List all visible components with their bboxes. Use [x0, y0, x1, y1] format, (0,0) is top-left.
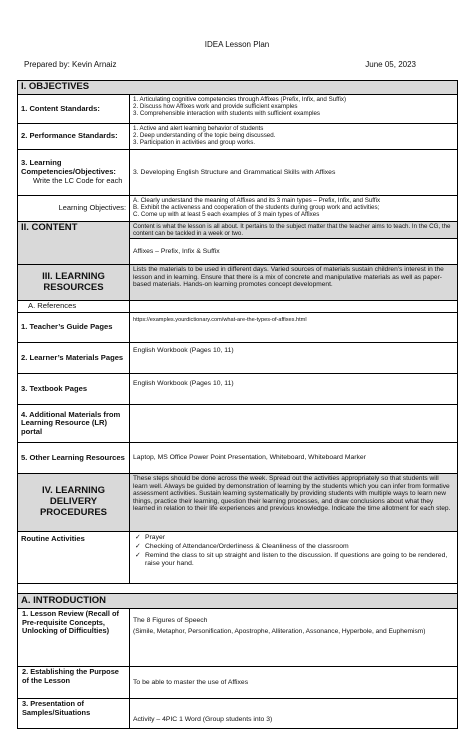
lesson-review-title: The 8 Figures of Speech — [133, 617, 208, 625]
purpose-label: 2. Establishing the Purpose of the Lesson — [18, 667, 130, 699]
procedures-heading: IV. LEARNING DELIVERY PROCEDURES — [18, 474, 130, 532]
presentation-label: 3. Presentation of Samples/Situations — [18, 699, 130, 729]
performance-standard-item: 1. Active and alert learning behavior of students — [133, 124, 264, 132]
competencies-label-cell — [18, 149, 130, 195]
content-standard-item: 1. Articulating cognitive competencies through Affixes (Prefix, Infix, and Suffix) — [133, 95, 347, 103]
references-label: A. References — [18, 301, 130, 313]
plan-date: June 05, 2023 — [365, 60, 416, 69]
performance-standard-item: 2. Deep understanding of the topic being discussed. — [133, 132, 276, 140]
performance-standards-cell — [130, 123, 458, 149]
routine-checklist — [133, 534, 454, 567]
textbook-pages-value: English Workbook (Pages 10, 11) — [130, 374, 458, 405]
learning-objective-item: A. Clearly understand the meaning of Affixes and its 3 main types – Prefix, Infix, and Suffix — [133, 196, 381, 204]
teachers-guide-link[interactable]: https://examples.yourdictionary.com/what-are-the-types-of-affixes.html — [130, 313, 458, 343]
performance-standards-label: 2. Performance Standards: — [18, 123, 130, 149]
additional-materials-value — [130, 405, 458, 443]
content-note: Content is what the lesson is all about. It pertains to the subject matter that the teacher aims to teach. In the CG, the content can be tackled in a week or two. — [130, 221, 458, 238]
routine-item: ✓ Checking of Attendance/Orderliness & Cleanliness of the classroom — [145, 543, 454, 551]
other-resources-label: 5. Other Learning Resources — [18, 443, 130, 474]
content-standard-item: 2. Discuss how Affixes work and provide sufficient examples — [133, 103, 298, 111]
introduction-heading: A. INTRODUCTION — [18, 594, 458, 609]
content-heading: II. CONTENT — [18, 221, 130, 264]
lesson-review-cell — [130, 609, 458, 667]
references-value — [130, 301, 458, 313]
objectives-heading: I. OBJECTIVES — [18, 81, 458, 95]
lesson-review-label: 1. Lesson Review (Recall of Pre-requisite Concepts, Unlocking of Difficulties) — [18, 609, 130, 667]
procedures-note: These steps should be done across the week. Spread out the activities appropriately so that students will learn well. Always be guided by demonstration of learning by the students which you can infer from formative assessment activities. Sustain learning systematically by providing students with multiple ways to learn new things, practice their learning, question their learning processes, and draw conclusions about what they learned in relation to their life experiences and previous knowledge. Indicate the time allotment for each step. — [130, 474, 458, 532]
lesson-review-detail: (Simile, Metaphor, Personification, Apostrophe, Alliteration, Assonance, Hyperbole, and Euphemism) — [133, 627, 426, 635]
resources-note: Lists the materials to be used in different days. Varied sources of materials sustain children’s interest in the lesson and in learning. Ensure that there is a mix of concrete and manipulative materials as well as paper-based materials. Hands-on learning promotes concept development. — [130, 265, 458, 301]
routine-activities-cell — [130, 532, 458, 584]
content-standard-item: 3. Comprehensible interaction with students with sufficient examples — [133, 110, 320, 118]
textbook-pages-label: 3. Textbook Pages — [18, 374, 130, 405]
competencies-note: Write the LC Code for each — [33, 175, 123, 185]
content-standards-label: 1. Content Standards: — [18, 94, 130, 123]
prepared-by: Prepared by: Kevin Arnaiz — [24, 60, 117, 69]
purpose-value: To be able to master the use of Affixes — [130, 667, 458, 699]
competencies-value: 3. Developing English Structure and Grammatical Skills with Affixes — [130, 149, 458, 195]
learning-objectives-cell — [130, 195, 458, 221]
competencies-label: 3. Learning Competencies/Objectives: — [21, 158, 116, 177]
presentation-value: Activity – 4PIC 1 Word (Group students into 3) — [130, 699, 458, 729]
content-value: Affixes – Prefix, Infix & Suffix — [130, 239, 458, 265]
routine-activities-label: Routine Activities — [18, 532, 130, 584]
routine-item: ✓ Prayer — [145, 534, 454, 542]
additional-materials-label: 4. Additional Materials from Learning Resource (LR) portal — [18, 405, 130, 443]
resources-heading: III. LEARNING RESOURCES — [18, 265, 130, 301]
learners-materials-value: English Workbook (Pages 10, 11) — [130, 343, 458, 374]
learning-objective-item: C. Come up with at least 5 each examples of 3 main types of Affixes — [133, 211, 320, 219]
document-title: IDEA Lesson Plan — [204, 40, 270, 49]
routine-item: ✓ Remind the class to sit up straight and listen to the discussion. If questions are going to be rendered, raise your hand. — [145, 552, 454, 568]
performance-standard-item: 3. Participation in activities and group works. — [133, 139, 256, 147]
teachers-guide-label: 1. Teacher’s Guide Pages — [18, 313, 130, 343]
learning-objectives-label: Learning Objectives: — [18, 195, 130, 221]
spacer-row — [18, 584, 458, 594]
lesson-plan-table — [17, 80, 458, 729]
other-resources-value: Laptop, MS Office Power Point Presentation, Whiteboard, Whiteboard Marker — [130, 443, 458, 474]
learners-materials-label: 2. Learner’s Materials Pages — [18, 343, 130, 374]
content-standards-cell — [130, 94, 458, 123]
learning-objective-item: B. Exhibit the activeness and cooperation of the students during group work and activities; — [133, 204, 380, 212]
